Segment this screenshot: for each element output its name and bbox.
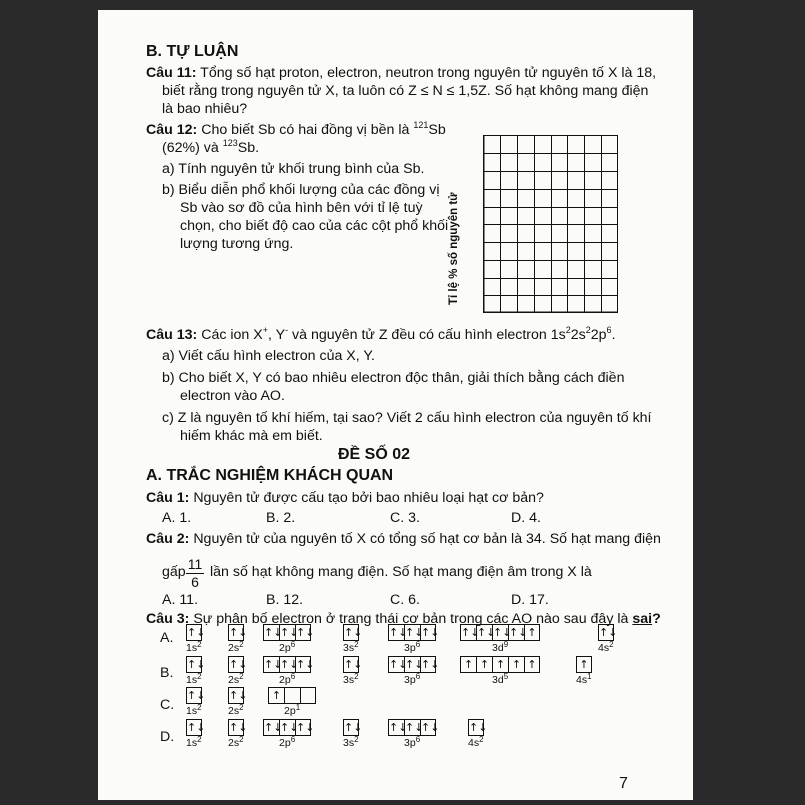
orbital-label: $2s^2$ [228,703,244,717]
orbital-group-d-4s [468,719,488,736]
mc1-option-b: B. 2. [266,510,296,526]
orbital-box: ↑↓ [421,721,440,734]
mc3-option-d: D. [160,729,175,745]
orbital-box: ↑ [524,656,540,673]
orbital-box: ↑↓ [493,626,512,639]
orbital-box: ↑ [508,656,524,673]
orbital-box: ↑↓ [344,626,363,639]
fraction-11-6: $\frac{11}{6}$ [187,556,203,590]
orbital-group-a-3d [460,624,540,641]
q13-b1: b) Cho biết X, Y có bao nhiêu electron độc thân, giải thích bằng cách điền [162,370,625,386]
orbital-box: ↑↓ [280,721,299,734]
orbital-label: $3s^2$ [343,735,359,749]
q12-line2: (62%) và $^{123}$Sb. [162,138,260,156]
orbital-label: $2s^2$ [228,640,244,654]
orbital-box: ↑↓ [421,658,440,671]
orbital-label: $2s^2$ [228,735,244,749]
blank-spectrum-grid [483,135,618,313]
orbital-group-a-1s [186,624,206,641]
orbital-label: $3s^2$ [343,672,359,686]
orbital-box: ↑↓ [280,626,299,639]
q12-b4: lượng tương ứng. [180,236,294,252]
orbital-group-b-3d [460,656,540,673]
orbital-label: $3d^5$ [492,672,509,686]
mc1-question: Câu 1: Nguyên tử được cấu tạo bởi bao nhiêu loại hạt cơ bản? [146,490,544,506]
mc2-option-c: C. 6. [390,592,420,608]
orbital-box: ↑↓ [477,626,496,639]
orbital-box: ↑↓ [264,658,283,671]
orbital-box: ↑↓ [405,658,424,671]
orbital-label: $1s^2$ [186,640,202,654]
orbital-box: ↑↓ [469,721,488,734]
mc1-option-c: C. 3. [390,510,420,526]
orbital-box: ↑ [492,656,508,673]
orbital-label: $2p^1$ [284,703,301,717]
orbital-group-d-3s [343,719,363,736]
orbital-group-b-1s [186,656,206,673]
orbital-group-d-1s [186,719,206,736]
orbital-group-d-2p [263,719,315,736]
orbital-box: ↑↓ [389,626,408,639]
q13-line1: Câu 13: Các ion X+, Y- và nguyên tử Z đều có cấu hình electron $1s^22s^22p^6$. [146,325,616,343]
orbital-group-a-4s [598,624,618,641]
orbital-box: ↑↓ [421,626,440,639]
orbital-label: $4s^2$ [468,735,484,749]
orbital-box: ↑↓ [229,626,248,639]
orbital-label: $4s^1$ [576,672,592,686]
orbital-label: $2p^6$ [279,672,296,686]
orbital-label: $3s^2$ [343,640,359,654]
q12-b1: b) Biểu diễn phổ khối lượng của các đồng vị [162,182,440,198]
orbital-label: $3p^6$ [404,640,421,654]
orbital-box: ↑ [576,656,592,673]
orbital-label: $1s^2$ [186,703,202,717]
orbital-box: ↑↓ [296,721,315,734]
orbital-box: ↑ [524,624,540,641]
orbital-group-a-3p [388,624,440,641]
orbital-group-c-1s [186,687,206,704]
orbital-box: ↑↓ [405,721,424,734]
page-number: 7 [619,775,628,792]
q13-b2: electron vào AO. [180,388,285,404]
q13-c1: c) Z là nguyên tố khí hiếm, tại sao? Viết 2 cấu hình electron của nguyên tố khí [162,410,652,426]
orbital-box: ↑↓ [344,658,363,671]
orbital-box: ↑↓ [389,658,408,671]
orbital-box: ↑↓ [296,626,315,639]
orbital-group-b-3s [343,656,363,673]
q11-line3: là bao nhiêu? [162,101,248,117]
de-so-heading: ĐỀ SỐ 02 [338,446,411,463]
orbital-label: $4s^2$ [598,640,614,654]
q12-a: a) Tính nguyên tử khối trung bình của Sb. [162,161,425,177]
section-a-heading: A. TRẮC NGHIỆM KHÁCH QUAN [146,467,394,484]
orbital-group-b-3p [388,656,440,673]
q12-b2: Sb vào sơ đồ của hình bên với tỉ lệ tuỳ [180,200,423,216]
orbital-label: $3d^9$ [492,640,509,654]
orbital-box [284,687,300,704]
mc2-gap: gấp [162,564,186,580]
orbital-label: $3p^6$ [404,735,421,749]
mc2-option-d: D. 17. [511,592,549,608]
section-b-heading: B. TỰ LUẬN [146,43,239,60]
orbital-box: ↑↓ [264,721,283,734]
orbital-label: $1s^2$ [186,672,202,686]
orbital-box: ↑ [476,656,492,673]
q12-line1: Câu 12: Cho biết Sb có hai đồng vị bền là $^{121}$Sb [146,120,446,138]
orbital-group-a-3s [343,624,363,641]
orbital-box [300,687,316,704]
mc2-line1: Câu 2: Nguyên tử của nguyên tố X có tổng số hạt cơ bản là 34. Số hạt mang điện [146,531,661,547]
orbital-box: ↑↓ [405,626,424,639]
orbital-group-b-4s [576,656,592,673]
q11-line1: Câu 11: Tổng số hạt proton, electron, neutron trong nguyên tử nguyên tố X là 18, [146,65,657,81]
mc2-option-b: B. 12. [266,592,304,608]
mc1-option-a: A. 1. [162,510,192,526]
orbital-box: ↑↓ [344,721,363,734]
q11-line2: biết rằng trong nguyên tử X, ta luôn có Z ≤ N ≤ 1,5Z. Số hạt không mang điện [162,83,649,99]
orbital-box: ↑↓ [229,658,248,671]
orbital-box: ↑↓ [187,721,206,734]
orbital-box: ↑↓ [264,626,283,639]
orbital-box: ↑↓ [296,658,315,671]
mc3-option-a: A. [160,630,174,646]
orbital-box: ↑↓ [187,689,206,702]
q13-c2: hiếm khác mà em biết. [180,428,323,444]
orbital-box: ↑↓ [461,626,480,639]
orbital-group-c-2p [268,687,316,704]
orbital-box: ↑↓ [509,626,528,639]
orbital-label: $2p^6$ [279,735,296,749]
orbital-group-b-2p [263,656,315,673]
orbital-group-b-2s [228,656,248,673]
orbital-group-a-2p [263,624,315,641]
orbital-box: ↑ [460,656,476,673]
mc2-option-a: A. 11. [162,592,199,608]
orbital-group-a-2s [228,624,248,641]
orbital-box: ↑↓ [280,658,299,671]
orbital-box: ↑↓ [229,689,248,702]
q12-b3: chọn, cho biết độ cao của các cột phổ khối [180,218,449,234]
orbital-box: ↑↓ [187,658,206,671]
orbital-label: $1s^2$ [186,735,202,749]
mc3-option-b: B. [160,665,174,681]
textbook-page [98,10,693,800]
mc3-option-c: C. [160,697,175,713]
mc3-question: Câu 3: Sự phân bố electron ở trạng thái cơ bản trong các AO nào sau đây là sai? [146,611,661,627]
orbital-label: $2p^6$ [279,640,296,654]
orbital-box: ↑↓ [389,721,408,734]
orbital-box: ↑↓ [229,721,248,734]
orbital-group-c-2s [228,687,248,704]
q13-a: a) Viết cấu hình electron của X, Y. [162,348,375,364]
orbital-box: ↑↓ [599,626,618,639]
grid-y-axis-label: Tỉ lệ % số nguyên tử [448,192,460,305]
orbital-box: ↑ [268,687,284,704]
mc2-line2: lần số hạt không mang điện. Số hạt mang điện âm trong X là [210,564,592,580]
orbital-label: $2s^2$ [228,672,244,686]
orbital-label: $3p^6$ [404,672,421,686]
orbital-box: ↑↓ [187,626,206,639]
orbital-group-d-3p [388,719,440,736]
orbital-group-d-2s [228,719,248,736]
mc1-option-d: D. 4. [511,510,541,526]
